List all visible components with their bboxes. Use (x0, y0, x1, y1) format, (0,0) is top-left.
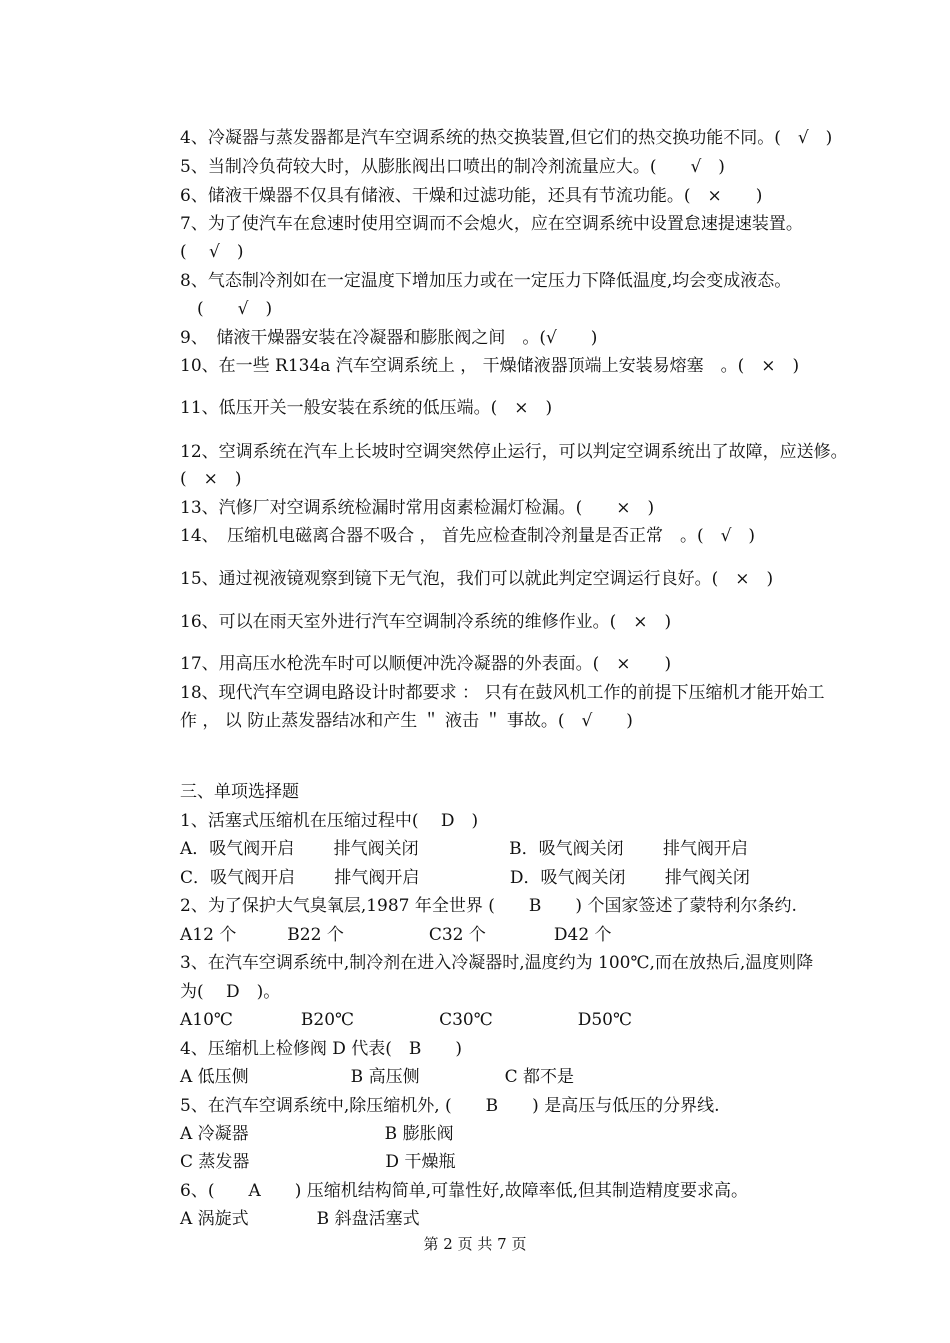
text-line: ( √ ) (180, 299, 273, 319)
text-line: 17、用高压水枪洗车时可以顺便冲洗冷凝器的外表面。( × ) (180, 654, 672, 674)
text-line: 5、当制冷负荷较大时，从膨胀阀出口喷出的制冷剂流量应大。( √ ) (180, 157, 725, 177)
text-line: 5、在汽车空调系统中,除压缩机外, ( B ) 是高压与低压的分界线. (180, 1096, 720, 1116)
text-line: 10、在一些 R134a 汽车空调系统上 ， 干燥储液器顶端上安装易熔塞 。( × ) (180, 356, 800, 376)
text-line: 1、活塞式压缩机在压缩过程中( D ) (180, 811, 479, 831)
page-footer: 第 2 页 共 7 页 (423, 1235, 527, 1253)
text-line: ( × ) (180, 469, 242, 489)
text-line: 14、 压缩机电磁离合器不吸合 ， 首先应检查制冷剂量是否正常 。( √ ) (180, 526, 756, 546)
text-line: A．吸气阀开启 排气阀关闭 B．吸气阀关闭 排气阀开启 (180, 839, 748, 859)
text-line: 12、空调系统在汽车上长坡时空调突然停止运行，可以判定空调系统出了故障，应送修。 (180, 442, 848, 462)
text-line: 13、汽修厂对空调系统检漏时常用卤素检漏灯检漏。( × ) (180, 498, 655, 518)
text-line: A 低压侧 B 高压侧 C 都不是 (180, 1067, 574, 1087)
text-line: 2、为了保护大气臭氧层,1987 年全世界 ( B ) 个国家签述了蒙特利尔条约. (180, 896, 797, 916)
text-line: 11、低压开关一般安装在系统的低压端。( × ) (180, 398, 553, 418)
text-line: 16、可以在雨天室外进行汽车空调制冷系统的维修作业。( × ) (180, 612, 672, 632)
text-line: 4、压缩机上检修阀 D 代表( B ) (180, 1039, 463, 1059)
text-line: 8、气态制冷剂如在一定温度下增加压力或在一定压力下降低温度,均会变成液态。 (180, 271, 792, 291)
text-line: 18、现代汽车空调电路设计时都要求 ： 只有在鼓风机工作的前提下压缩机才能开始工 (180, 683, 825, 703)
section-heading: 三、单项选择题 (180, 782, 299, 802)
text-line: ( √ ) (180, 242, 244, 262)
text-line: A 冷凝器 B 膨胀阀 (180, 1124, 454, 1144)
text-line: A 涡旋式 B 斜盘活塞式 (180, 1209, 420, 1229)
text-line: 15、通过视液镜观察到镜下无气泡，我们可以就此判定空调运行良好。( × ) (180, 569, 774, 589)
text-line: A10℃ B20℃ C30℃ D50℃ (180, 1010, 633, 1030)
text-line: 6、储液干燥器不仅具有储液、干燥和过滤功能，还具有节流功能。( × ) (180, 186, 763, 206)
text-line: C．吸气阀开启 排气阀开启 D．吸气阀关闭 排气阀关闭 (180, 868, 750, 888)
text-line: 4、冷凝器与蒸发器都是汽车空调系统的热交换装置,但它们的热交换功能不同。( √ ) (180, 128, 833, 148)
text-line: 7、为了使汽车在怠速时使用空调而不会熄火，应在空调系统中设置怠速提速装置。 (180, 214, 803, 234)
text-line: C 蒸发器 D 干燥瓶 (180, 1152, 456, 1172)
text-line: 作 ， 以 防止蒸发器结冰和产生 ＂ 液击 ＂ 事故。( √ ) (180, 711, 633, 731)
text-line: A12 个 B22 个 C32 个 D42 个 (180, 925, 612, 945)
text-line: 为( D )。 (180, 982, 281, 1002)
text-line: 6、( A ) 压缩机结构简单,可靠性好,故障率低,但其制造精度要求高。 (180, 1181, 748, 1201)
text-line: 9、 储液干燥器安装在冷凝器和膨胀阀之间 。(√ ) (180, 328, 598, 348)
text-line: 3、在汽车空调系统中,制冷剂在进入冷凝器时,温度约为 100℃,而在放热后,温度则降 (180, 953, 814, 973)
